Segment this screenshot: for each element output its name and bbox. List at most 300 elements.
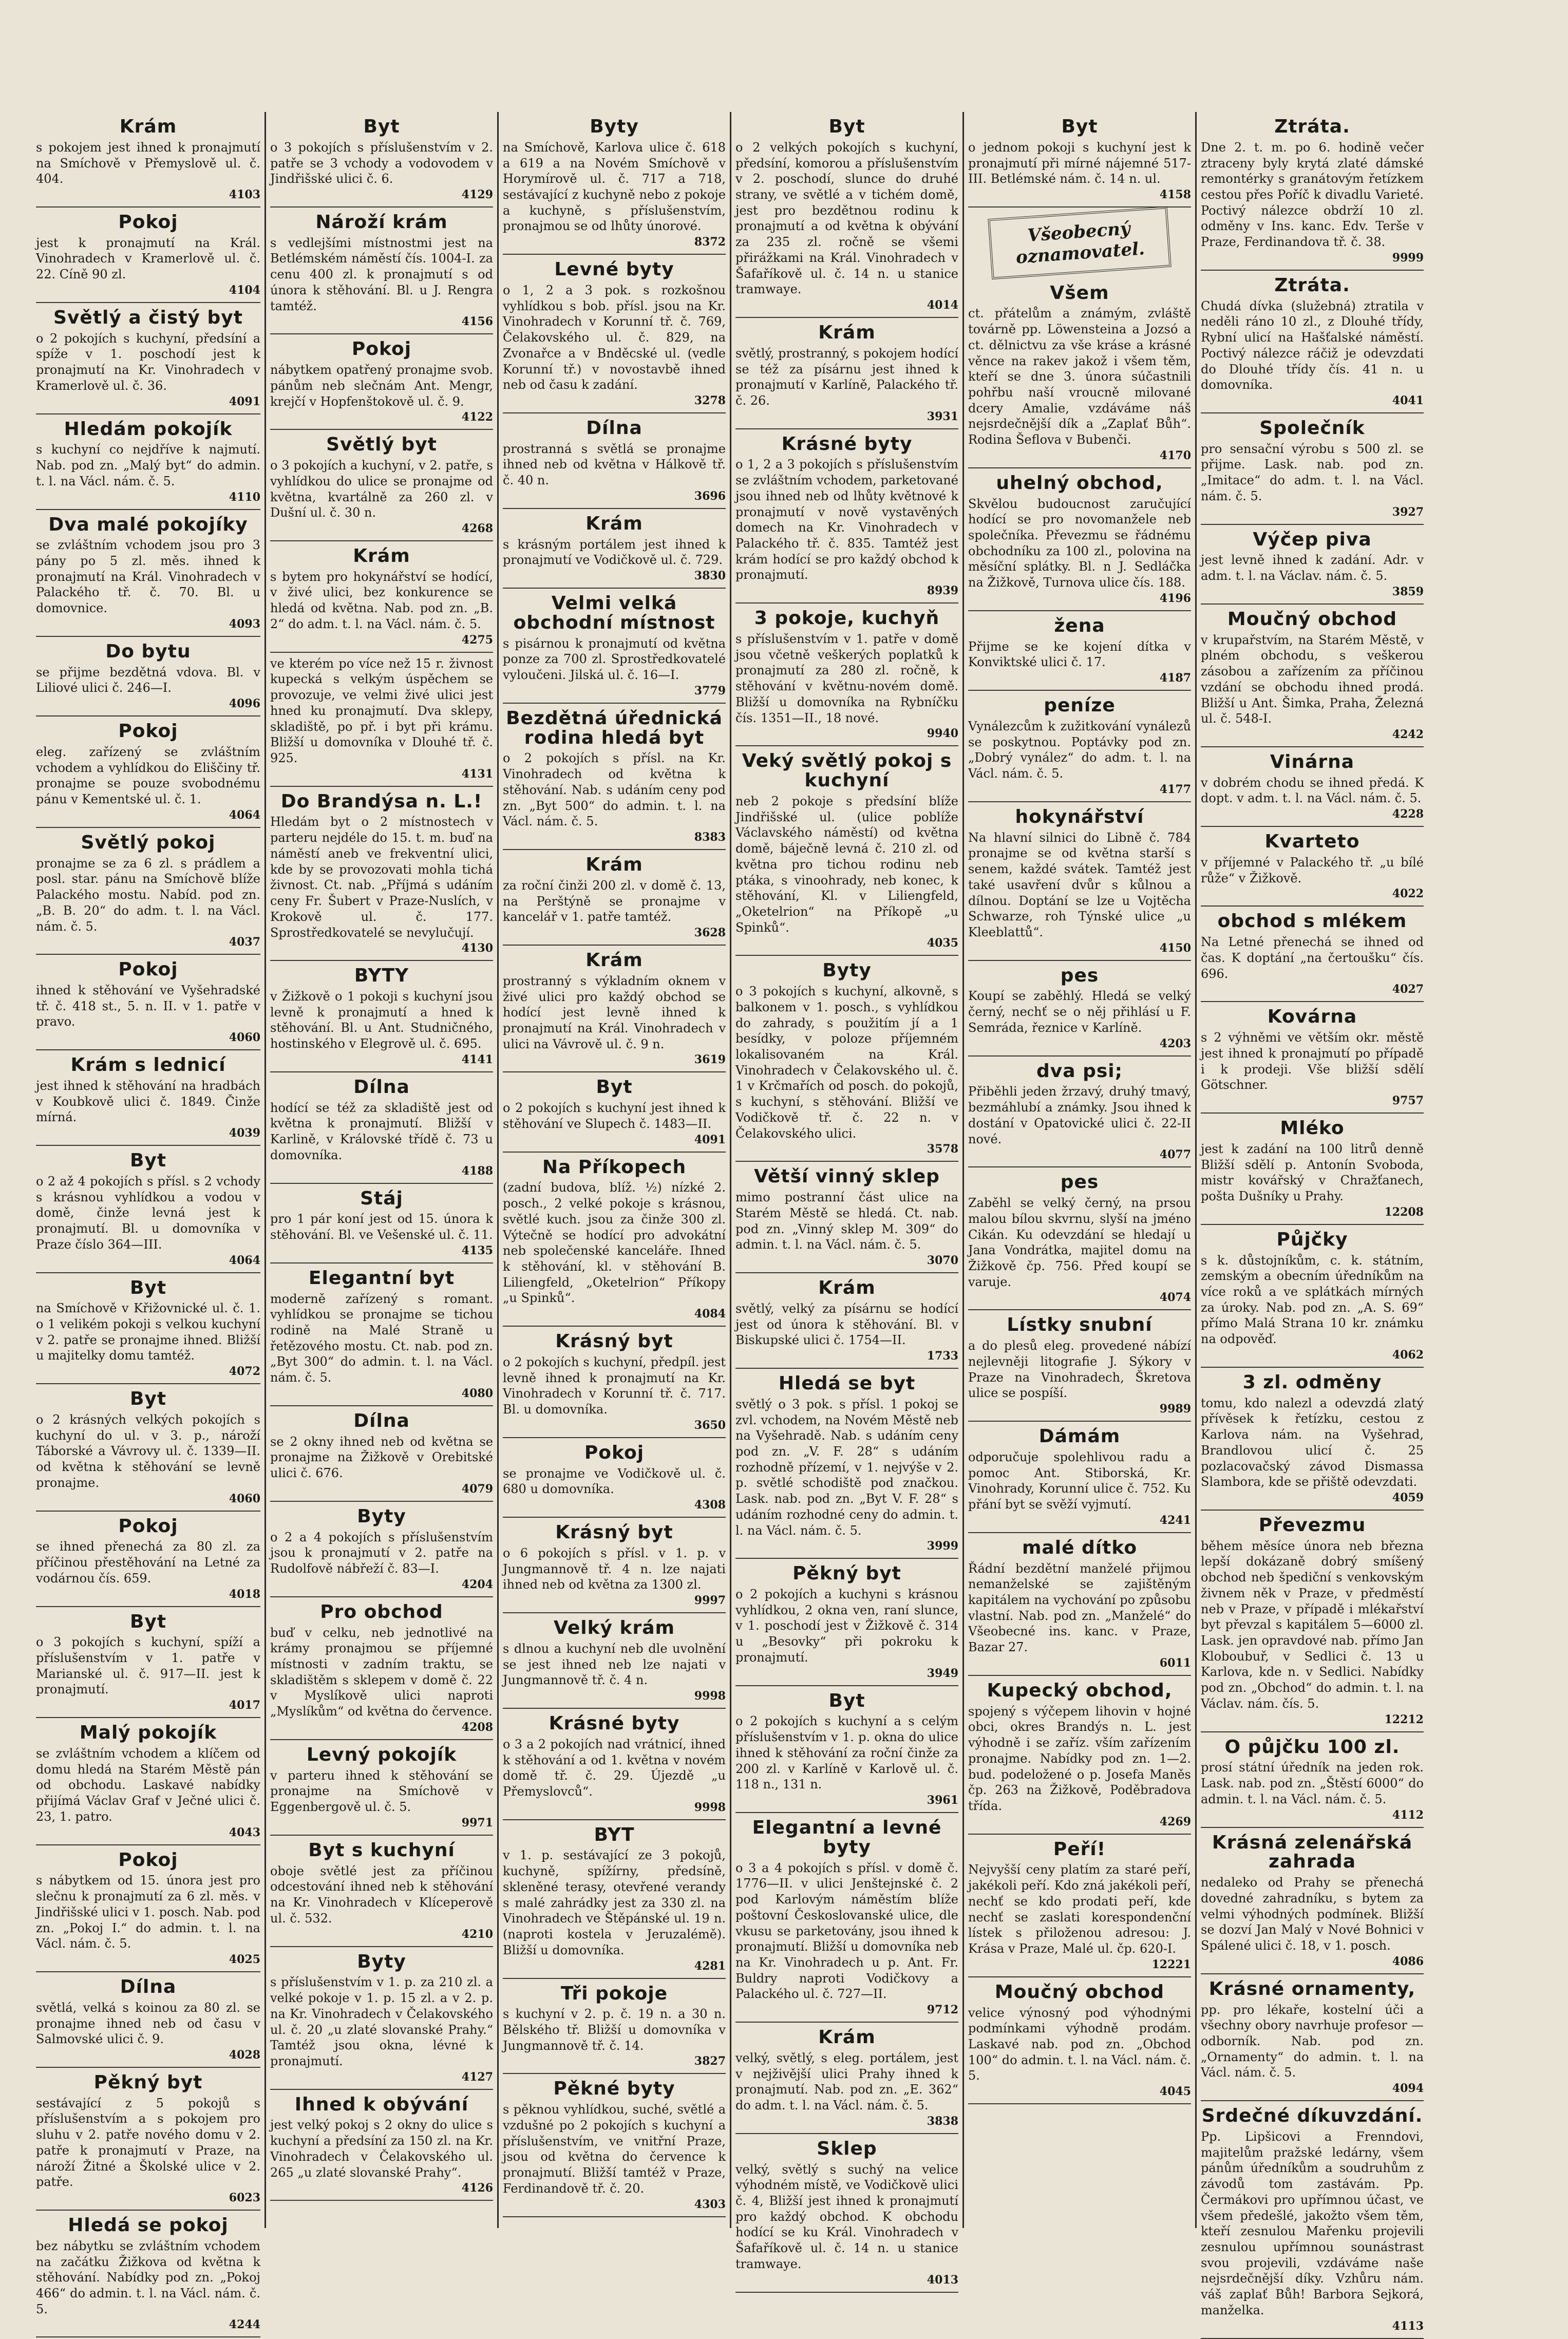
ad-text: o 6 pokojích s přísl. v 1. p. v Jungmannově tř. 4 n. lze najati ihned neb od května za 1300 zl. (503, 1545, 726, 1592)
classified-ad (503, 413, 726, 509)
classified-ad (503, 1820, 726, 1979)
ad-number: 4122 (461, 410, 493, 424)
ad-number: 4059 (1392, 1491, 1424, 1504)
ad-number: 4130 (461, 941, 493, 955)
classified-ad (1201, 1225, 1424, 1368)
classified-ad (1201, 1511, 1424, 1732)
ad-text: o 2 velkých pokojích s kuchyní, předsíní, komorou a příslušenstvím v 2. poschodí, slunce do druhé strany, ve světlé a v tichém domě, jest pro bezdětnou rodinu k pronajmutí a od května k obývání za 235 zl. ročně se všemi přirážkami na Král. Vinohradech v Šafaříkově ul. č. 14 n. u stanice tramwaye. (735, 140, 958, 297)
ad-number: 4093 (229, 617, 260, 631)
ad-text: Zaběhl se velký černý, na prsou malou bílou skvrnu, slyší na jméno Cikán. Ku odevzdání se hledají u Jana Vondrátka, majitel domu na Žižkově čp. 756. Před koupí se varuje. (968, 1196, 1191, 1289)
ad-heading: Moučný obchod (994, 1981, 1165, 2003)
ad-text: na Smíchově, Karlova ulice č. 618 a 619 a na Novém Smíchově v Horymírově ul. č. 717 a 718, sestávající z kuchyně nebo z pokoje a kuchyně, s příslušenstvím, pronajmou se od lhůty únorové. (503, 140, 726, 234)
ad-number: 3827 (694, 2054, 726, 2068)
ad-number: 4127 (461, 2070, 493, 2084)
ad-number: 4064 (229, 1253, 260, 1267)
classified-ad (968, 1422, 1191, 1533)
ad-number: 4064 (229, 808, 260, 822)
ad-number: 4204 (461, 1577, 493, 1591)
classified-ad (968, 961, 1191, 1057)
ad-text: hodící se též za skladiště jest od května k pronajmutí. Bližší v Karlině, v Královské třídě č. 73 u domovníka. (270, 1100, 493, 1162)
column-4 (730, 112, 962, 2287)
ad-text: s nábytkem od 15. února jest pro slečnu k pronajmutí za 6 zl. měs. v Jindřišské ulici v 1. posch. Nab. pod zn. „Pokoj I.“ do admin. t. l. na Václ. nám. č. 5. (36, 1873, 260, 1951)
ad-text: prosí státní úředník na jeden rok. Lask. nab. pod zn. „Štěstí 6000“ do admin. t. l. na Václ. nám. č. 5. (1201, 1760, 1424, 1806)
ad-number: 9757 (1392, 1094, 1424, 1108)
classified-ad (36, 2211, 260, 2337)
ad-text: tomu, kdo nalezl a odevzdá zlatý přívěsek k řetízku, cestou z Karlova nám. na Vyšehrad, Brandlovou ulicí č. 25 pozlacovačský závod Dismassa Slambora, kde se přiště odevzdati. (1201, 1395, 1424, 1489)
ad-heading: peníze (1044, 695, 1116, 716)
ad-text: ve kterém po více než 15 r. živnost kupecká s velkým úspěchem se provozuje, ve velmi živé ulici jest hned ku pronajmutí. Dva sklepy, skladiště, po př. i byt při krámu. Bližší u domovníka v Dlouhé tř. č. 925. (270, 656, 493, 765)
classified-ad (503, 1327, 726, 1438)
column-2 (265, 112, 497, 2228)
ad-number: 4242 (1392, 727, 1424, 741)
ad-number: 3070 (927, 1254, 958, 1268)
ad-heading: Elegantní byt (308, 1267, 455, 1289)
ad-text: o 2 pokojích s kuchyní jest ihned k stěhování ve Slupech č. 1483—II. (503, 1101, 726, 1131)
ad-heading: Byty (822, 960, 872, 982)
classified-ad (270, 1263, 493, 1406)
classified-ad (270, 1597, 493, 1740)
classified-ad (36, 1273, 260, 1385)
ad-heading: Hledám pokojík (64, 418, 233, 440)
ad-heading: Do Brandýsa n. L.! (280, 790, 483, 812)
ad-text: oboje světlé jest za příčinou odcestování ihned neb k stěhování na Kr. Vinohradech v Klíceperově ul. č. 532. (270, 1863, 493, 1926)
classified-ad (1201, 413, 1424, 525)
classified-ad (36, 716, 260, 828)
ad-number: 3278 (694, 393, 726, 407)
ad-number: 4228 (1392, 807, 1424, 821)
ad-text: Chudá dívka (služebná) ztratila v neděli ráno 10 zl., z Dlouhé třídy, Rybní ulicí na Hašťalské náměstí. Poctivý nálezce ráčiž je odevzdati do Dlouhé třídy čís. 41 n. u domovníka. (1201, 298, 1424, 392)
classified-ad (503, 509, 726, 589)
ad-heading: Dílna (353, 1410, 410, 1431)
classified-ad (503, 1072, 726, 1152)
classified-ad (270, 1740, 493, 1836)
ad-text: se zvláštním vchodem a klíčem od domu hledá na Starém Městě pán od obchodu. Laskavé nabídky přijímá Václav Graf v Ječné ulici č. 23, 1. patro. (36, 1746, 260, 1824)
ad-number: 4060 (229, 1492, 260, 1505)
ad-text: Přiběhli jeden žrzavý, druhý tmavý, bezmáhlubí a známky. Jsou ihned k dostání v Opatovické ulici č. 22-II nové. (968, 1084, 1191, 1146)
ad-text: o 3 pokojích s příslušenstvím v 2. patře se 3 vchody a vodovodem v Jindřišské ulici č. 6. (270, 140, 493, 186)
ad-text: s pěknou vyhlídkou, suché, světlé a vzdušné po 2 pokojích s kuchyní a příslušenstvím, ve vnitřní Praze, jsou od května do července k pronajmutí. Bližší tamtéž v Praze, Ferdinandově tř. č. 20. (503, 2102, 726, 2196)
classified-ad (735, 429, 958, 604)
ad-number: 8939 (927, 584, 958, 598)
classified-ad (968, 278, 1191, 468)
ad-number: 4060 (229, 1031, 260, 1045)
ad-text: mimo postranní část ulice na Starém Městě se hledá. Ct. nab. pod zn. „Vinný sklep M. 309“ do admin. t. l. na Václ. nám. č. 5. (735, 1190, 958, 1252)
ad-heading: Dámám (1038, 1426, 1121, 1447)
ad-heading: Výčep piva (1253, 529, 1372, 550)
ad-text: s kuchyní v 2. p. č. 19 n. a 30 n. Bělského tř. Bližší u domovníka v Jungmannově tř. č. 14. (503, 2007, 726, 2053)
classified-ad (968, 1977, 1191, 2104)
ad-heading: pes (1060, 1172, 1099, 1193)
ad-heading: Byt (596, 1077, 633, 1098)
ad-number: 4126 (461, 2181, 493, 2195)
ad-number: 4074 (1159, 1291, 1191, 1305)
classified-ad (503, 1709, 726, 1820)
ad-text: za roční činži 200 zl. v domě č. 13, na Perštýně se pronajme v kancelář v 1. patře tamtéž. (503, 878, 726, 925)
ad-number: 4156 (461, 315, 493, 329)
classified-ad (735, 2134, 958, 2293)
classified-ad (270, 334, 493, 430)
ad-text: nábytkem opatřený pronajme svob. pánům neb slečnám Ant. Mengr, krejčí v Hopfenštokově ul. č. 9. (270, 363, 493, 409)
ad-number: 4113 (1392, 2319, 1424, 2333)
ad-heading: Velmi velká obchodní místnost (513, 593, 715, 633)
ad-text: s 2 výhněmi ve větším okr. městě jest ihned k pronajmutí po případě i k prodeji. Vše bližší sdělí Götschner. (1201, 1030, 1424, 1092)
classified-ad (1201, 271, 1424, 413)
ad-heading: Hledá se pokoj (68, 2215, 229, 2236)
ad-number: 9940 (927, 727, 958, 741)
ad-text: světlý, velký za písárnu se hodící jest od února k stěhování. Bl. v Biskupské ulici č. 1754—II. (735, 1301, 958, 1348)
classified-ad (36, 208, 260, 303)
ad-number: 8372 (694, 235, 726, 249)
classified-ad (503, 1979, 726, 2074)
classified-ad (503, 589, 726, 704)
ad-number: 4269 (1159, 1815, 1191, 1828)
ad-heading: Krám (818, 322, 876, 343)
ad-text: Řádní bezdětní manželé přijmou nemanželské se zajištěným kapitálem na vychování po způsobu vlastní. Nab. pod zn. „Manželé“ do Všeobecné ins. kanc. v Praze, Bazar 27. (968, 1561, 1191, 1655)
ad-text: v dobrém chodu se ihned předá. K dopt. v adm. t. l. na Václ. nám. č. 5. (1201, 775, 1424, 806)
ad-heading: Pokoj (118, 721, 178, 742)
ad-text: o jednom pokoji s kuchyní jest k pronajmutí při mírné nájemné 517-III. Betlémské nám. č. 14 n. ul. (968, 140, 1191, 186)
classified-ad (36, 510, 260, 637)
ad-number: 4103 (229, 187, 260, 201)
ad-heading: Krásná zelenářská zahrada (1212, 1832, 1413, 1873)
ad-number: 4188 (461, 1164, 493, 1178)
ad-number: 9998 (694, 1800, 726, 1814)
ad-number: 3927 (1392, 505, 1424, 519)
ad-heading: Do bytu (105, 640, 191, 662)
classified-ad (36, 1050, 260, 1146)
ad-text: s příslušenstvím v 1. patře v domě jsou včetně veškerých poplatků k pronajmutí za 280 zl. ročně, k stěhování v květnu-novém domě. Bližší u domovníka na Rybníčku čís. 1351—II., 18 nové. (735, 632, 958, 725)
classified-ad (735, 318, 958, 429)
ad-heading: Sklep (817, 2138, 877, 2159)
ad-number: 4096 (229, 697, 260, 711)
classified-ad (1201, 525, 1424, 605)
ad-number: 1733 (927, 1349, 958, 1363)
ad-text: a do plesů eleg. provedené nábízí nejlevněji litografie J. Sýkory v Praze na Vinohradech, Škretova ulice se pospíší. (968, 1338, 1191, 1401)
ad-number: 4281 (694, 1959, 726, 1973)
classified-ad (968, 1533, 1191, 1676)
ad-text: velice výnosný pod výhodnými podmínkami výhodně prodám. Laskavé nab. pod zn. „Obchod 100“ do admin. t. l. na Václ. nám. č. 5. (968, 2005, 1191, 2083)
ad-number: 6023 (229, 2191, 260, 2205)
ad-heading: Dílna (120, 1976, 177, 1997)
ad-number: 12208 (1384, 1205, 1424, 1219)
ad-text: Dne 2. t. m. po 6. hodině večer ztraceny byly krytá zlaté dámské remontérky s granátovým řetízkem cestou přes Poříč k divadlu Varieté. Poctivý nálezce obdrží 10 zl. odměny v Ins. kanc. Edv. Terše v Praze, Ferdinandova tř. č. 38. (1201, 140, 1424, 250)
ad-number: 3830 (694, 569, 726, 583)
ad-heading: Krám (585, 854, 643, 876)
classified-ad (503, 850, 726, 946)
ad-number: 4043 (229, 1825, 260, 1839)
ad-text: světlý o 3 pok. s přísl. 1 pokoj se zvl. vchodem, na Novém Městě neb na Vyšehradě. Nab. s udáním ceny pod zn. „V. F. 28“ s udáním rozhodně přízemí, v 1. nejvýše v 2. p. světlé schodiště pod značkou. Lask. nab. pod zn. „Byt V. F. 28“ s udáním rozhodné ceny do admin. t. l. na Václ. nám. č. 5. (735, 1397, 958, 1538)
ad-text: se pronajme ve Vodičkově ul. č. 680 u domovníka. (503, 1466, 726, 1497)
classified-ad (36, 955, 260, 1050)
ad-heading: Krásný byt (555, 1522, 673, 1543)
ad-heading: malé dítko (1022, 1537, 1138, 1558)
ad-number: 3779 (694, 684, 726, 697)
classified-ad (36, 1384, 260, 1511)
ad-number: 4022 (1392, 887, 1424, 901)
ad-number: 6011 (1159, 1656, 1191, 1670)
classified-ad (735, 1813, 958, 2023)
classified-ad (735, 1162, 958, 1273)
classified-ad (270, 1502, 493, 1597)
ad-heading: Elegantní a levné byty (752, 1817, 942, 1858)
ad-number: 4150 (1159, 941, 1191, 955)
ad-text: ct. přátelům a známým, zvláště továrně pp. Löwensteina a Jozsó a ct. dělnictvu za vše kráse a krásné věnce na rakev jakož i všem těm, kteří se dne 3. února súčastnili pohřbu naší vroucně milované dcery Amalie, vzdáváme náš nejsrdečnější dík a „Zaplať Bůh“. Rodina Šeflova v Bubenči. (968, 306, 1191, 447)
ad-number: 4308 (694, 1498, 726, 1512)
ad-heading: Krám (353, 545, 410, 567)
classified-ad (1201, 112, 1424, 271)
classified-ad (735, 956, 958, 1162)
ad-heading: Byty (357, 1505, 406, 1527)
ad-heading: Pokoj (118, 1515, 178, 1537)
ad-heading: Bezdětná úřednická rodina hledá byt (506, 707, 723, 748)
classified-ad (968, 611, 1191, 691)
ad-text: se 2 okny ihned neb od května se pronajme na Žižkově v Orebitské ulici č. 676. (270, 1434, 493, 1481)
classified-ad (36, 1607, 260, 1719)
ad-number: 4041 (1392, 393, 1424, 407)
ad-text: Nejvyšší ceny platím za staré peří, jakékoli peří. Kdo zná jakékoli peří, nechť se kdo prodati peří, kde nechť se zaslati korespondenční lístek s přiloženou adresou: J. Krása v Praze, Malé ul. čp. 620-I. (968, 1862, 1191, 1956)
classified-ad (270, 1406, 493, 1502)
ad-text: eleg. zařízený se zvláštním vchodem a vyhlídkou do Eliščiny tř. pronajme se pouze svobodnému pánu v Kementské ul. č. 1. (36, 744, 260, 807)
ad-number: 4017 (229, 1699, 260, 1712)
ad-heading: Byt (828, 1690, 865, 1711)
ad-heading: Ztráta. (1274, 274, 1350, 296)
classified-ad (968, 802, 1191, 961)
ad-columns (32, 112, 1521, 2333)
classified-ad (270, 208, 493, 334)
classified-ad (503, 1518, 726, 1613)
ad-number: 4177 (1159, 782, 1191, 796)
classified-ad (968, 1310, 1191, 1422)
classified-ad (735, 1559, 958, 1686)
classified-ad (503, 1153, 726, 1327)
ad-heading: Byt s kuchyní (308, 1839, 455, 1861)
ad-heading: 3 pokoje, kuchyň (754, 608, 940, 629)
ad-number: 4086 (1392, 1954, 1424, 1968)
ad-text: o 2 a 4 pokojích s příslušenstvím jsou k pronajmutí v 2. patře na Rudolfově nábřeží č. 83—I. (270, 1530, 493, 1576)
ad-text: Přijme se ke kojení dítka v Konviktské ulici č. 17. (968, 639, 1191, 670)
ad-text: Pp. Lipšicovi a Frenndovi, majitelům pražské ledárny, všem pánům úředníkům a soudruhům z závodů tom zastávám. Pp. Čermákovi pro upřímnou účast, ve všem předešlé, jakožto všem těm, kteří zesnulou Mařenku projevili zesnulou upřímnou sounástrast svou projevili, vzdáváme naše nejsrdečnější díky. Vzhůru nám. váš zaplať Bůh! Barbora Sejkorá, manželka. (1201, 2129, 1424, 2317)
ad-number: 4039 (229, 1126, 260, 1140)
ad-text: pronajme se za 6 zl. s prádlem a posl. star. pánu na Smíchově blíže Palackého mostu. Nabíd. pod zn. „B. B. 20“ do adm. t. l. na Václ. nám. č. 5. (36, 856, 260, 934)
ad-heading: Byt (129, 1277, 167, 1298)
ad-heading: Krásné byty (781, 433, 913, 455)
ad-number: 4158 (1159, 187, 1191, 201)
ad-number: 4091 (229, 394, 260, 408)
ad-number: 3619 (694, 1053, 726, 1067)
ad-number: 4084 (694, 1307, 726, 1321)
column-6 (1195, 112, 1428, 2333)
ad-heading: Krám (119, 116, 177, 137)
ad-text: v 1. p. sestávající ze 3 pokojů, kuchyně, spížírny, předsíně, skleněné terasy, otevřené verandy s malé zahrádky jest za 330 zl. na Vinohradech ve Štěpánské ul. 19 n. (naproti kostela v Jeruzalémě). Bližší u domovníka. (503, 1848, 726, 1957)
ad-number: 4244 (229, 2318, 260, 2332)
ad-heading: 3 zl. odměny (1242, 1371, 1382, 1393)
ad-number: 4045 (1159, 2085, 1191, 2099)
ad-text: o 3 pokojích a kuchyní, v 2. patře, s vyhlídkou do ulice se pronajme od května, kvartálně za 260 zl. v Dušní ul. č. 30 n. (270, 458, 493, 520)
ad-number: 9989 (1159, 1402, 1191, 1416)
ad-number: 8383 (694, 831, 726, 844)
ad-number: 4027 (1392, 983, 1424, 996)
ad-heading: Pěkné byty (553, 2078, 675, 2100)
ad-heading: O půjčku 100 zl. (1224, 1736, 1400, 1758)
classified-ad (1201, 747, 1424, 827)
ad-text: se zvláštním vchodem jsou pro 3 pány po 5 zl. měs. ihned k pronajmutí na Král. Vinohradech v Palackého tř. č. 70. Bl. u domovnice. (36, 538, 260, 616)
ad-heading: Kovárna (1267, 1006, 1357, 1028)
ad-text: spojený s výčepem lihovin v hojné obci, okres Brandýs n. L. jest výhodně i se zaříz. vším zařízením pronajme. Nabídky pod zn. 1—2. bud. podeložené o p. Josefa Maněs čp. 263 na Žižkově, Poděbradova třída. (968, 1704, 1191, 1813)
ad-text: velký, světlý s suchý na velice výhodném místě, ve Vodičkově ulici č. 4, Bližší jest ihned k pronajmutí pro každý obchod. K obchodu hodící se ku Král. Vinohradech v Šafaříkově ul. č. 14 n. u stanice tramwaye. (735, 2162, 958, 2271)
ad-heading: Hledá se byt (778, 1372, 916, 1394)
ad-text: o 1, 2 a 3 pokojích s příslušenstvím se zvláštním vchodem, parketované jsou ihned neb od lhůty květnové k pronajmutí v nově vystavěných domech na Kr. Vinohradech v Palackého tř. č. 835. Tamtéž jest krám hodící se pro každý obchod k pronajmutí. (735, 457, 958, 582)
classified-ad (36, 828, 260, 955)
ad-heading: Všem (1050, 282, 1109, 304)
ad-heading: Byt (363, 116, 400, 137)
classified-ad (270, 112, 493, 208)
ad-text: o 2 až 4 pokojích s přísl. s 2 vchody s krásnou vyhlídkou a vodou v domě, činže levná jest k pronajmutí. Bl. u domovníka v Praze číslo 364—III. (36, 1174, 260, 1252)
ad-number: 3628 (694, 926, 726, 940)
ad-heading: Moučný obchod (1227, 608, 1397, 630)
ad-heading: Byt (129, 1611, 167, 1632)
classified-ad (503, 112, 726, 255)
ad-number: 4303 (694, 2197, 726, 2211)
classified-ad (36, 1146, 260, 1273)
classified-ad (735, 746, 958, 956)
ad-heading: Nároží krám (315, 211, 448, 233)
ad-text: pp. pro lékaře, kostelní úči a všechny obory navrhuje profesor — odborník. Nab. pod zn. „Ornamenty“ do admin. t. l. na Václ. nám. č. 5. (1201, 2002, 1424, 2080)
ad-heading: Pro obchod (320, 1601, 443, 1623)
ad-heading: Lístky snubní (1007, 1314, 1153, 1336)
ad-text: jest ihned k stěhování na hradbách v Koubkově ulici č. 1849. Činže mírná. (36, 1078, 260, 1125)
ad-number: 4062 (1392, 1348, 1424, 1362)
ad-heading: Pokoj (351, 338, 412, 360)
classified-ad (270, 961, 493, 1072)
ad-number: 4014 (927, 298, 958, 312)
classified-ad (735, 2023, 958, 2134)
classified-ad (36, 637, 260, 716)
ad-heading: uhelný obchod, (996, 472, 1163, 494)
ad-heading: Dva malé pokojíky (48, 514, 248, 535)
ad-number: 9998 (694, 1689, 726, 1703)
ad-number: 3838 (927, 2114, 958, 2128)
ad-number: 3696 (694, 489, 726, 503)
ad-heading: dva psi; (1036, 1060, 1123, 1082)
classified-ad (735, 1686, 958, 1813)
ad-number: 4104 (229, 283, 260, 297)
ad-text: v příjemné v Palackého tř. „u bílé růže“ v Žižkově. (1201, 855, 1424, 885)
ad-heading: Pokoj (118, 1849, 178, 1871)
ad-heading: Peří! (1053, 1838, 1106, 1860)
ad-heading: Krám (818, 1277, 876, 1299)
ad-text: o 2 pokojích s přísl. na Kr. Vinohradech od května k stěhování. Nab. s udáním ceny pod zn. „Byt 500“ do admin. t. l. na Václ. nám. č. 5. (503, 751, 726, 829)
ad-text: pro 1 pár koní jest od 15. února k stěhování. Bl. ve Vešenské ul. č. 11. (270, 1212, 493, 1242)
ad-heading: Krásné ornamenty, (1208, 1978, 1416, 2000)
ad-heading: Krám (585, 950, 643, 971)
classified-ad (270, 1836, 493, 1947)
ad-text: jest levně ihned k zadání. Adr. v adm. t. l. na Václav. nám. č. 5. (1201, 553, 1424, 583)
classified-ad (1201, 1974, 1424, 2101)
classified-ad (968, 1057, 1191, 1168)
ad-number: 9999 (1392, 251, 1424, 265)
ad-text: s krásným portálem jest ihned k pronajmutí ve Vodičkově ul. č. 729. (503, 537, 726, 568)
ad-heading: Kupecký obchod, (987, 1680, 1173, 1701)
classified-ad (1201, 2101, 1424, 2338)
ad-number: 12221 (1151, 1957, 1191, 1971)
ad-text: jest k pronajmutí na Král. Vinohradech v Kramerlově ul. č. 22. Cíně 90 zl. (36, 235, 260, 282)
ad-number: 4275 (461, 633, 493, 647)
ad-heading: Krásný byt (555, 1331, 673, 1352)
classified-ad (968, 1167, 1191, 1310)
ad-text: s příslušenstvím v 1. p. za 210 zl. a velké pokoje v 1. p. 15 zl. a v 2. p. na Kr. Vinohradech v Čelakovského ul. č. 20 „u zlaté slovanské Prahy.“ Tamtéž jsou okna, lévné k pronajmutí. (270, 1975, 493, 2068)
ad-text: o 3 a 2 pokojích nad vrátnicí, ihned k stěhování a od 1. května v novém domě tř. č. 29. Újezdě „u Přemyslovců“. (503, 1737, 726, 1799)
ad-number: 9712 (927, 2003, 958, 2017)
ad-heading: Byty (357, 1951, 406, 1972)
ad-number: 4077 (1159, 1148, 1191, 1162)
ad-heading: Na Příkopech (542, 1156, 687, 1178)
ad-heading: Světlý pokoj (81, 832, 216, 853)
classified-ad (503, 704, 726, 850)
ad-heading: Kvarteto (1264, 831, 1360, 853)
classified-ad (36, 112, 260, 208)
ad-number: 3949 (927, 1666, 958, 1680)
classified-ad (1201, 1828, 1424, 1974)
ad-heading: Pěkný byt (93, 2071, 203, 2093)
ad-text: moderně zařízený s romant. vyhlídkou se pronajme se tichou rodině na Malé Straně u řetězového mostu. Ct. nab. pod zn. „Byt 300“ do admin. t. l. na Václ. nám. č. 5. (270, 1291, 493, 1385)
ad-heading: Tři pokoje (560, 1983, 668, 2004)
ad-text: Koupí se zaběhlý. Hledá se velký černý, nechť se o něj přihlásí u F. Semráda, řeznice v Karlíně. (968, 989, 1191, 1035)
classified-ad (735, 1369, 958, 1559)
ad-heading: Byt (129, 1150, 167, 1172)
ad-heading: Krám s lednicí (70, 1054, 226, 1076)
classified-ad (503, 1613, 726, 1709)
classified-ad (503, 2074, 726, 2217)
ad-number: 3999 (927, 1539, 958, 1553)
ad-heading: Velký krám (553, 1617, 675, 1639)
ad-number: 4268 (461, 521, 493, 535)
ad-text: v Žižkově o 1 pokoji s kuchyní jsou levně k pronajmutí a hned k stěhování. Bl. u Ant. Studničného, hostinského v Elegrově ul. č. 695. (270, 989, 493, 1051)
ad-text: o 2 pokojích s kuchyní, předsíní a spíže v 1. poschodí jest k pronajmutí na Kr. Vinohradech v Kramerlově ul. č. 36. (36, 331, 260, 393)
ad-text: (zadní budova, blíž. ½) nízké 2. posch., 2 velké pokoje s krásnou, světlé kuch. jsou za činže 300 zl. Výtečně se hodící pro advokátní neb společenské kanceláře. Ihned k stěhování, kl. v stěhování B. Liliengfeld, „Oketelrion“ Příkopy „u Spinků“. (503, 1180, 726, 1306)
classified-ad (36, 303, 260, 414)
ad-number: 3931 (927, 409, 958, 423)
ad-text: se přijme bezdětná vdova. Bl. v Liliové ulici č. 246—I. (36, 665, 260, 695)
ad-heading: Krásné byty (549, 1713, 680, 1734)
ad-text: prostranný s výkladním oknem v živé ulici pro každý obchod se hodící jest levně ihned k pronajmutí na Král. Vinohradech v ulici na Vávrově ul. č. 9 n. (503, 973, 726, 1051)
ad-heading: Pokoj (118, 959, 178, 980)
classified-ad (503, 255, 726, 413)
ad-number: 4208 (461, 1720, 493, 1734)
ad-heading: Vinárna (1270, 751, 1355, 772)
ad-heading: Pokoj (118, 211, 178, 233)
ad-heading: Dílna (586, 417, 643, 439)
ad-text: o 2 pokojích a kuchyni s krásnou vyhlídkou, 2 okna ven, raní slunce, v 1. poschodí jest v Žižkově č. 314 u „Besovky“ při pokroku k pronajmutí. (735, 1587, 958, 1665)
classified-ad (270, 430, 493, 541)
classified-ad (36, 1845, 260, 1972)
ad-number: 3859 (1392, 584, 1424, 598)
ad-number: 4196 (1159, 591, 1191, 605)
ad-text: s pisárnou k pronajmutí od května ponze za 700 zl. Sprostředkovatelé vyloučeni. Jilská ul. č. 16—I. (503, 636, 726, 683)
ad-heading: Byt (129, 1388, 167, 1410)
ad-number: 3961 (927, 1794, 958, 1807)
classified-ad (1201, 1732, 1424, 1828)
classified-ad (968, 1835, 1191, 1977)
classified-ad (36, 2068, 260, 2211)
ad-text: Skvělou budoucnost zaručující hodící se pro novomanžele neb společníka. Převezmu se řádnému obchodníku za 100 zl., polovina na měsíční splátky. Bl. n J. Sedláčka na Žižkově, Turnova ulice čís. 188. (968, 496, 1191, 590)
ad-text: Na hlavní silnici do Libně č. 784 pronajme se od května starší s senem, každé svátek. Tamtéž jest také usavření dvůr s kůlnou a dílnou. Doptání se lze u Vojtěcha Schwarze, roh Týnské ulice „u Kleeblattů“. (968, 830, 1191, 939)
ad-text: o 3 a 4 pokojích s přísl. v domě č. 1776—II. v ulici Jenštejnské č. 2 pod Karlovým náměstím blíže poštovní Českoslovanské ulice, dle vkusu se parketovány, jsou ihned k pronajmutí. Bližší u domovníka neb na Kr. Vinohradech u p. Ant. Fr. Buldry naproti Vodičkovy a Palackého ul. č. 727—II. (735, 1860, 958, 2002)
ad-heading: Krám (585, 513, 643, 534)
ad-number: 4187 (1159, 671, 1191, 685)
column-3 (497, 112, 730, 2228)
classified-ad (270, 541, 493, 653)
ad-number: 4094 (1392, 2082, 1424, 2096)
